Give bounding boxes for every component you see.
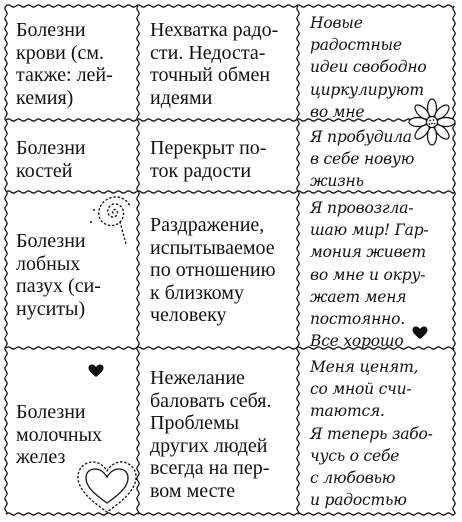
row-4-affirmation-line-4: Я теперь забо- [310, 424, 433, 443]
row-4-affirmation-line-2: со мной счи- [310, 380, 412, 399]
row-4-cause-line-5: всегда на пер- [150, 457, 270, 479]
row-3-affirmation-cell [302, 197, 452, 352]
row-1-affirmation-line-2: радостные [310, 36, 402, 55]
row-4-cause-line-4: других людей [150, 434, 268, 457]
row-4-affirmation-line-3: таются. [310, 402, 385, 421]
row-4-disease-line-1: Болезни [16, 401, 86, 423]
row-1-affirmation-line-3: идеи свободно [310, 58, 427, 77]
row-4-affirmation-line-6: с любовью [310, 469, 396, 488]
row-3-cause-line-1: Раздражение, [150, 214, 265, 236]
row-4-cause-line-2: баловать себя. [150, 389, 272, 412]
row-3-cause-line-5: человеку [150, 304, 227, 326]
row-4-cause-line-1: Нежелание [150, 367, 245, 389]
row-4-disease-line-3: желез [16, 446, 66, 468]
row-1-cause-cell [142, 19, 294, 109]
row-1-disease-line-3: также: лей- [16, 64, 113, 86]
row-1-cause-line-1: Нехватка радо- [150, 19, 279, 41]
row-4-disease-line-2: молочных [16, 423, 103, 446]
row-4-affirmation-cell [302, 356, 452, 511]
row-3-affirmation-line-2: шаю мир! Гар- [310, 221, 429, 240]
row-3-affirmation-line-6: постоянно. [310, 310, 405, 329]
row-4-cause-line-6: вом месте [150, 479, 236, 502]
row-3-cause-line-2: испытываемое [150, 236, 275, 259]
row-2-affirmation-line-1: Я пробудила [310, 128, 412, 146]
row-3-disease-line-1: Болезни [16, 230, 86, 252]
row-1-cause-line-4: идеями [150, 86, 213, 109]
spiral-doodle-icon [86, 188, 136, 248]
row-3-affirmation-line-4: во мне и окру- [310, 265, 426, 284]
heart-outline-icon [74, 458, 140, 518]
row-3-cause-line-4: к близкому [150, 281, 244, 304]
row-1-cause-line-3: точный обмен [150, 64, 271, 86]
row-2-affirmation-line-3: жизнь [310, 172, 364, 191]
row-1-disease-cell [8, 19, 134, 109]
row-2-cause-cell [142, 137, 294, 182]
row-1-affirmation-line-1: Новые [310, 14, 363, 32]
row-2-disease-line-1: Болезни [16, 137, 86, 159]
row-4-affirmation-line-5: чусь о себе [310, 446, 400, 465]
row-2-disease-cell [8, 137, 134, 182]
row-1-affirmation-line-5: во мне [310, 102, 365, 121]
row-3-disease-line-3: пазух (си- [16, 275, 101, 297]
row-3-affirmation-line-3: мония живет [310, 243, 426, 262]
row-2-cause-line-2: ток радости [150, 159, 252, 182]
row-3-disease-line-4: нуситы) [16, 297, 86, 320]
heart-icon [88, 364, 104, 378]
row-4-cause-line-3: Проблемы [150, 412, 240, 434]
row-3-affirmation-line-1: Я провозгла- [310, 199, 414, 217]
disease-table [2, 2, 459, 519]
row-1-cause-line-2: сти. Недоста- [150, 41, 266, 64]
row-2-disease-line-2: костей [16, 159, 73, 182]
row-2-affirmation-line-2: в себе новую [310, 150, 415, 169]
row-4-affirmation-line-7: и радостью [310, 491, 407, 510]
flower-icon [408, 98, 456, 146]
row-3-cause-cell [142, 214, 294, 327]
row-3-affirmation-line-7: Все хорошо [310, 332, 404, 351]
row-1-disease-line-1: Болезни [16, 19, 86, 41]
row-3-disease-line-2: лобных [16, 252, 81, 275]
row-1-disease-line-2: крови (см. [16, 41, 105, 64]
heart-icon [412, 326, 428, 340]
row-4-cause-cell [142, 367, 294, 502]
row-4-affirmation-line-1: Меня ценят, [310, 358, 419, 376]
row-2-cause-line-1: Перекрыт по- [150, 137, 267, 159]
row-3-cause-line-3: по отношению [150, 259, 276, 281]
row-3-affirmation-line-5: жает меня [310, 287, 407, 306]
row-1-affirmation-line-4: циркулируют [310, 80, 424, 99]
row-1-disease-line-4: кемия) [16, 86, 74, 109]
